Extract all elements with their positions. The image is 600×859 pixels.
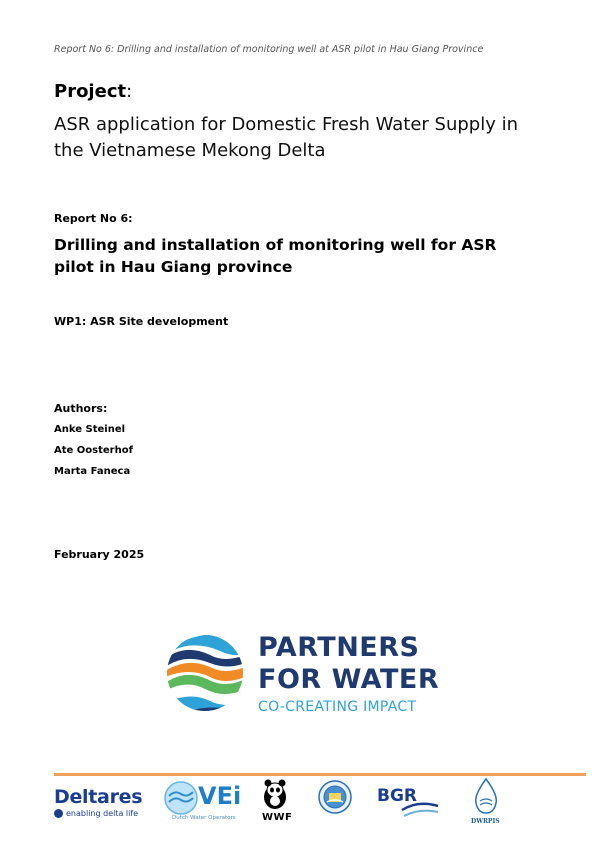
project-title-line-2: the Vietnamese Mekong Delta: [54, 140, 326, 161]
partners-tagline: CO-CREATING IMPACT: [258, 699, 417, 715]
bgr-swoosh-icon: [398, 796, 442, 822]
publication-date: February 2025: [54, 548, 145, 561]
partners-for-water-logo-icon: [165, 633, 245, 713]
vei-tagline: Dutch Water Operators: [172, 815, 236, 821]
deltares-tagline: enabling delta life: [54, 809, 142, 818]
author-name: Marta Faneca: [54, 466, 131, 477]
dwrpis-drop-icon: [472, 777, 500, 817]
for-water-line: FOR WATER: [258, 664, 440, 695]
bgr-name: BGR: [377, 786, 418, 806]
vei-globe-icon: [163, 780, 199, 816]
project-label: Project:: [54, 81, 133, 102]
partners-for-water-wordmark: [258, 632, 439, 715]
running-header: Report No 6: Drilling and installation of monitoring well at ASR pilot in Hau Giang Province: [54, 44, 484, 55]
report-title-line-2: pilot in Hau Giang province: [54, 258, 293, 276]
dwrpis-name: DWRPIS: [471, 818, 500, 825]
project-title: [54, 112, 574, 164]
ministry-seal-icon: [318, 780, 352, 814]
project-title-line-1: ASR application for Domestic Fresh Water Supply in: [54, 114, 519, 135]
report-title: [54, 234, 574, 278]
report-number: Report No 6:: [54, 212, 133, 225]
authors-label: Authors:: [54, 402, 108, 415]
wwf-panda-icon: [258, 777, 292, 811]
wwf-name: WWF: [262, 812, 293, 823]
work-package: WP1: ASR Site development: [54, 315, 229, 328]
deltares-dot-icon: [54, 809, 63, 818]
author-name: Anke Steinel: [54, 424, 126, 435]
deltares-logo: [54, 786, 142, 818]
deltares-name: Deltares: [54, 786, 143, 808]
partners-line: PARTNERS: [258, 632, 420, 663]
author-name: Ate Oosterhof: [54, 445, 133, 456]
vei-name: VEi: [198, 782, 242, 810]
report-title-line-1: Drilling and installation of monitoring well for ASR: [54, 236, 497, 254]
footer-divider: [54, 773, 586, 776]
